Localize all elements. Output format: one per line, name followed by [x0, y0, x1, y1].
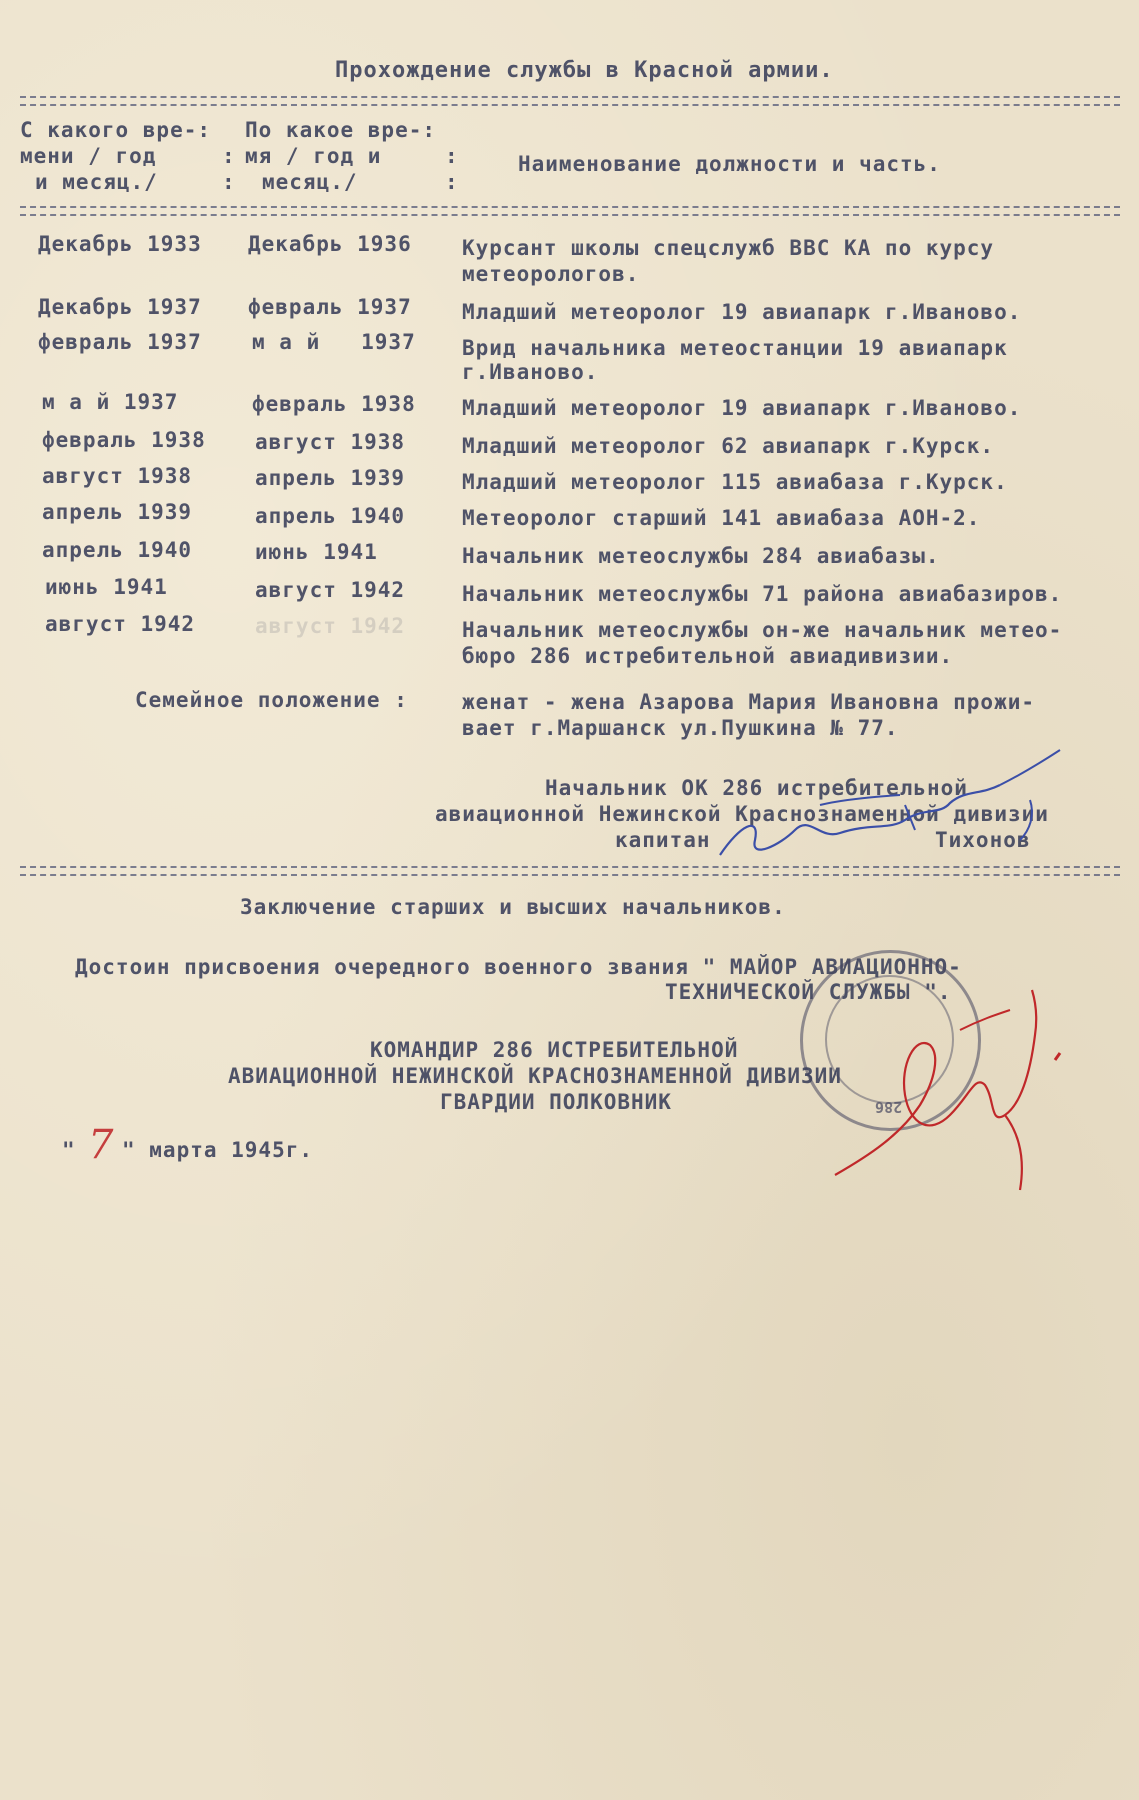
signer2-title: КОМАНДИР 286 ИСТРЕБИТЕЛЬНОЙ	[370, 1038, 739, 1062]
header-separator: :	[445, 170, 459, 194]
divider	[20, 206, 1120, 216]
date-month-year: " марта 1945г.	[122, 1138, 314, 1162]
row-to: август 1942	[255, 614, 406, 638]
signer1-name: Тихонов	[935, 828, 1031, 852]
row-from: февраль 1937	[38, 330, 202, 354]
header-separator: :	[222, 144, 236, 168]
row-from: август 1942	[45, 612, 196, 636]
row-to: июнь 1941	[255, 540, 378, 564]
row-to: август 1938	[255, 430, 406, 454]
row-position: Врид начальника метеостанции 19 авиапарк	[462, 336, 1008, 360]
conclusion-heading: Заключение старших и высших начальников.	[240, 895, 786, 919]
row-from: апрель 1940	[42, 538, 193, 562]
header-separator: :	[222, 170, 236, 194]
date-day: 7	[88, 1122, 115, 1168]
row-from: Декабрь 1937	[38, 295, 202, 319]
row-from: Декабрь 1933	[38, 232, 202, 256]
row-from: июнь 1941	[45, 575, 168, 599]
header-separator: :	[445, 144, 459, 168]
header-to-line2: мя / год и	[245, 144, 382, 168]
signature-red	[810, 985, 1090, 1200]
row-from: апрель 1939	[42, 500, 193, 524]
divider	[20, 96, 1120, 106]
row-to: февраль 1938	[252, 392, 416, 416]
header-from-line3: и месяц./	[35, 170, 158, 194]
conclusion-line1: Достоин присвоения очередного военного звания " МАЙОР АВИАЦИОННО-	[75, 955, 962, 979]
signature-blue	[700, 745, 1120, 885]
header-from-line2: мени / год	[20, 144, 157, 168]
date-open-quote: "	[62, 1138, 76, 1162]
row-to: апрель 1940	[255, 504, 406, 528]
header-to-line3: месяц./	[262, 170, 358, 194]
row-to: апрель 1939	[255, 466, 406, 490]
row-from: февраль 1938	[42, 428, 206, 452]
row-position-cont: г.Иваново.	[462, 360, 599, 384]
row-position: Начальник метеослужбы 71 района авиабазиров.	[462, 582, 1063, 606]
signer2-rank: ГВАРДИИ ПОЛКОВНИК	[440, 1090, 672, 1114]
signer1-unit: авиационной Нежинской Краснознаменной дивизии	[435, 802, 1049, 826]
row-position: Курсант школы спецслужб ВВС КА по курсу	[462, 236, 995, 260]
row-to: август 1942	[255, 578, 406, 602]
row-position: Начальник метеослужбы он-же начальник метео-	[462, 618, 1063, 642]
row-position: Младший метеоролог 19 авиапарк г.Иваново.	[462, 300, 1022, 324]
signer1-rank: капитан	[615, 828, 711, 852]
seal-number: 286	[875, 1098, 903, 1116]
row-position: Младший метеоролог 62 авиапарк г.Курск.	[462, 434, 995, 458]
signer1-title: Начальник ОК 286 истребительной	[545, 776, 968, 800]
row-position: Младший метеоролог 19 авиапарк г.Иваново.	[462, 396, 1022, 420]
page-title: Прохождение службы в Красной армии.	[335, 58, 834, 83]
row-position-cont: бюро 286 истребительной авиадивизии.	[462, 644, 954, 668]
signer2-unit: АВИАЦИОННОЙ НЕЖИНСКОЙ КРАСНОЗНАМЕННОЙ ДИВИЗИИ	[228, 1064, 842, 1088]
conclusion-line2: ТЕХНИЧЕСКОЙ СЛУЖБЫ ".	[665, 980, 952, 1004]
row-to: м а й 1937	[252, 330, 416, 354]
family-label: Семейное положение :	[135, 688, 408, 712]
row-position-cont: метеорологов.	[462, 262, 640, 286]
row-to: февраль 1937	[248, 295, 412, 319]
header-position: Наименование должности и часть.	[518, 152, 941, 176]
row-to: Декабрь 1936	[248, 232, 412, 256]
row-position: Младший метеоролог 115 авиабаза г.Курск.	[462, 470, 1008, 494]
row-from: август 1938	[42, 464, 193, 488]
header-to-line1: По какое вре-:	[245, 118, 437, 142]
row-from: м а й 1937	[42, 390, 179, 414]
row-position: Начальник метеослужбы 284 авиабазы.	[462, 544, 940, 568]
header-from-line1: С какого вре-:	[20, 118, 212, 142]
divider	[20, 866, 1120, 876]
family-line2: вает г.Маршанск ул.Пушкина № 77.	[462, 716, 899, 740]
family-line1: женат - жена Азарова Мария Ивановна прожи-	[462, 690, 1036, 714]
row-position: Метеоролог старший 141 авиабаза АОН-2.	[462, 506, 981, 530]
